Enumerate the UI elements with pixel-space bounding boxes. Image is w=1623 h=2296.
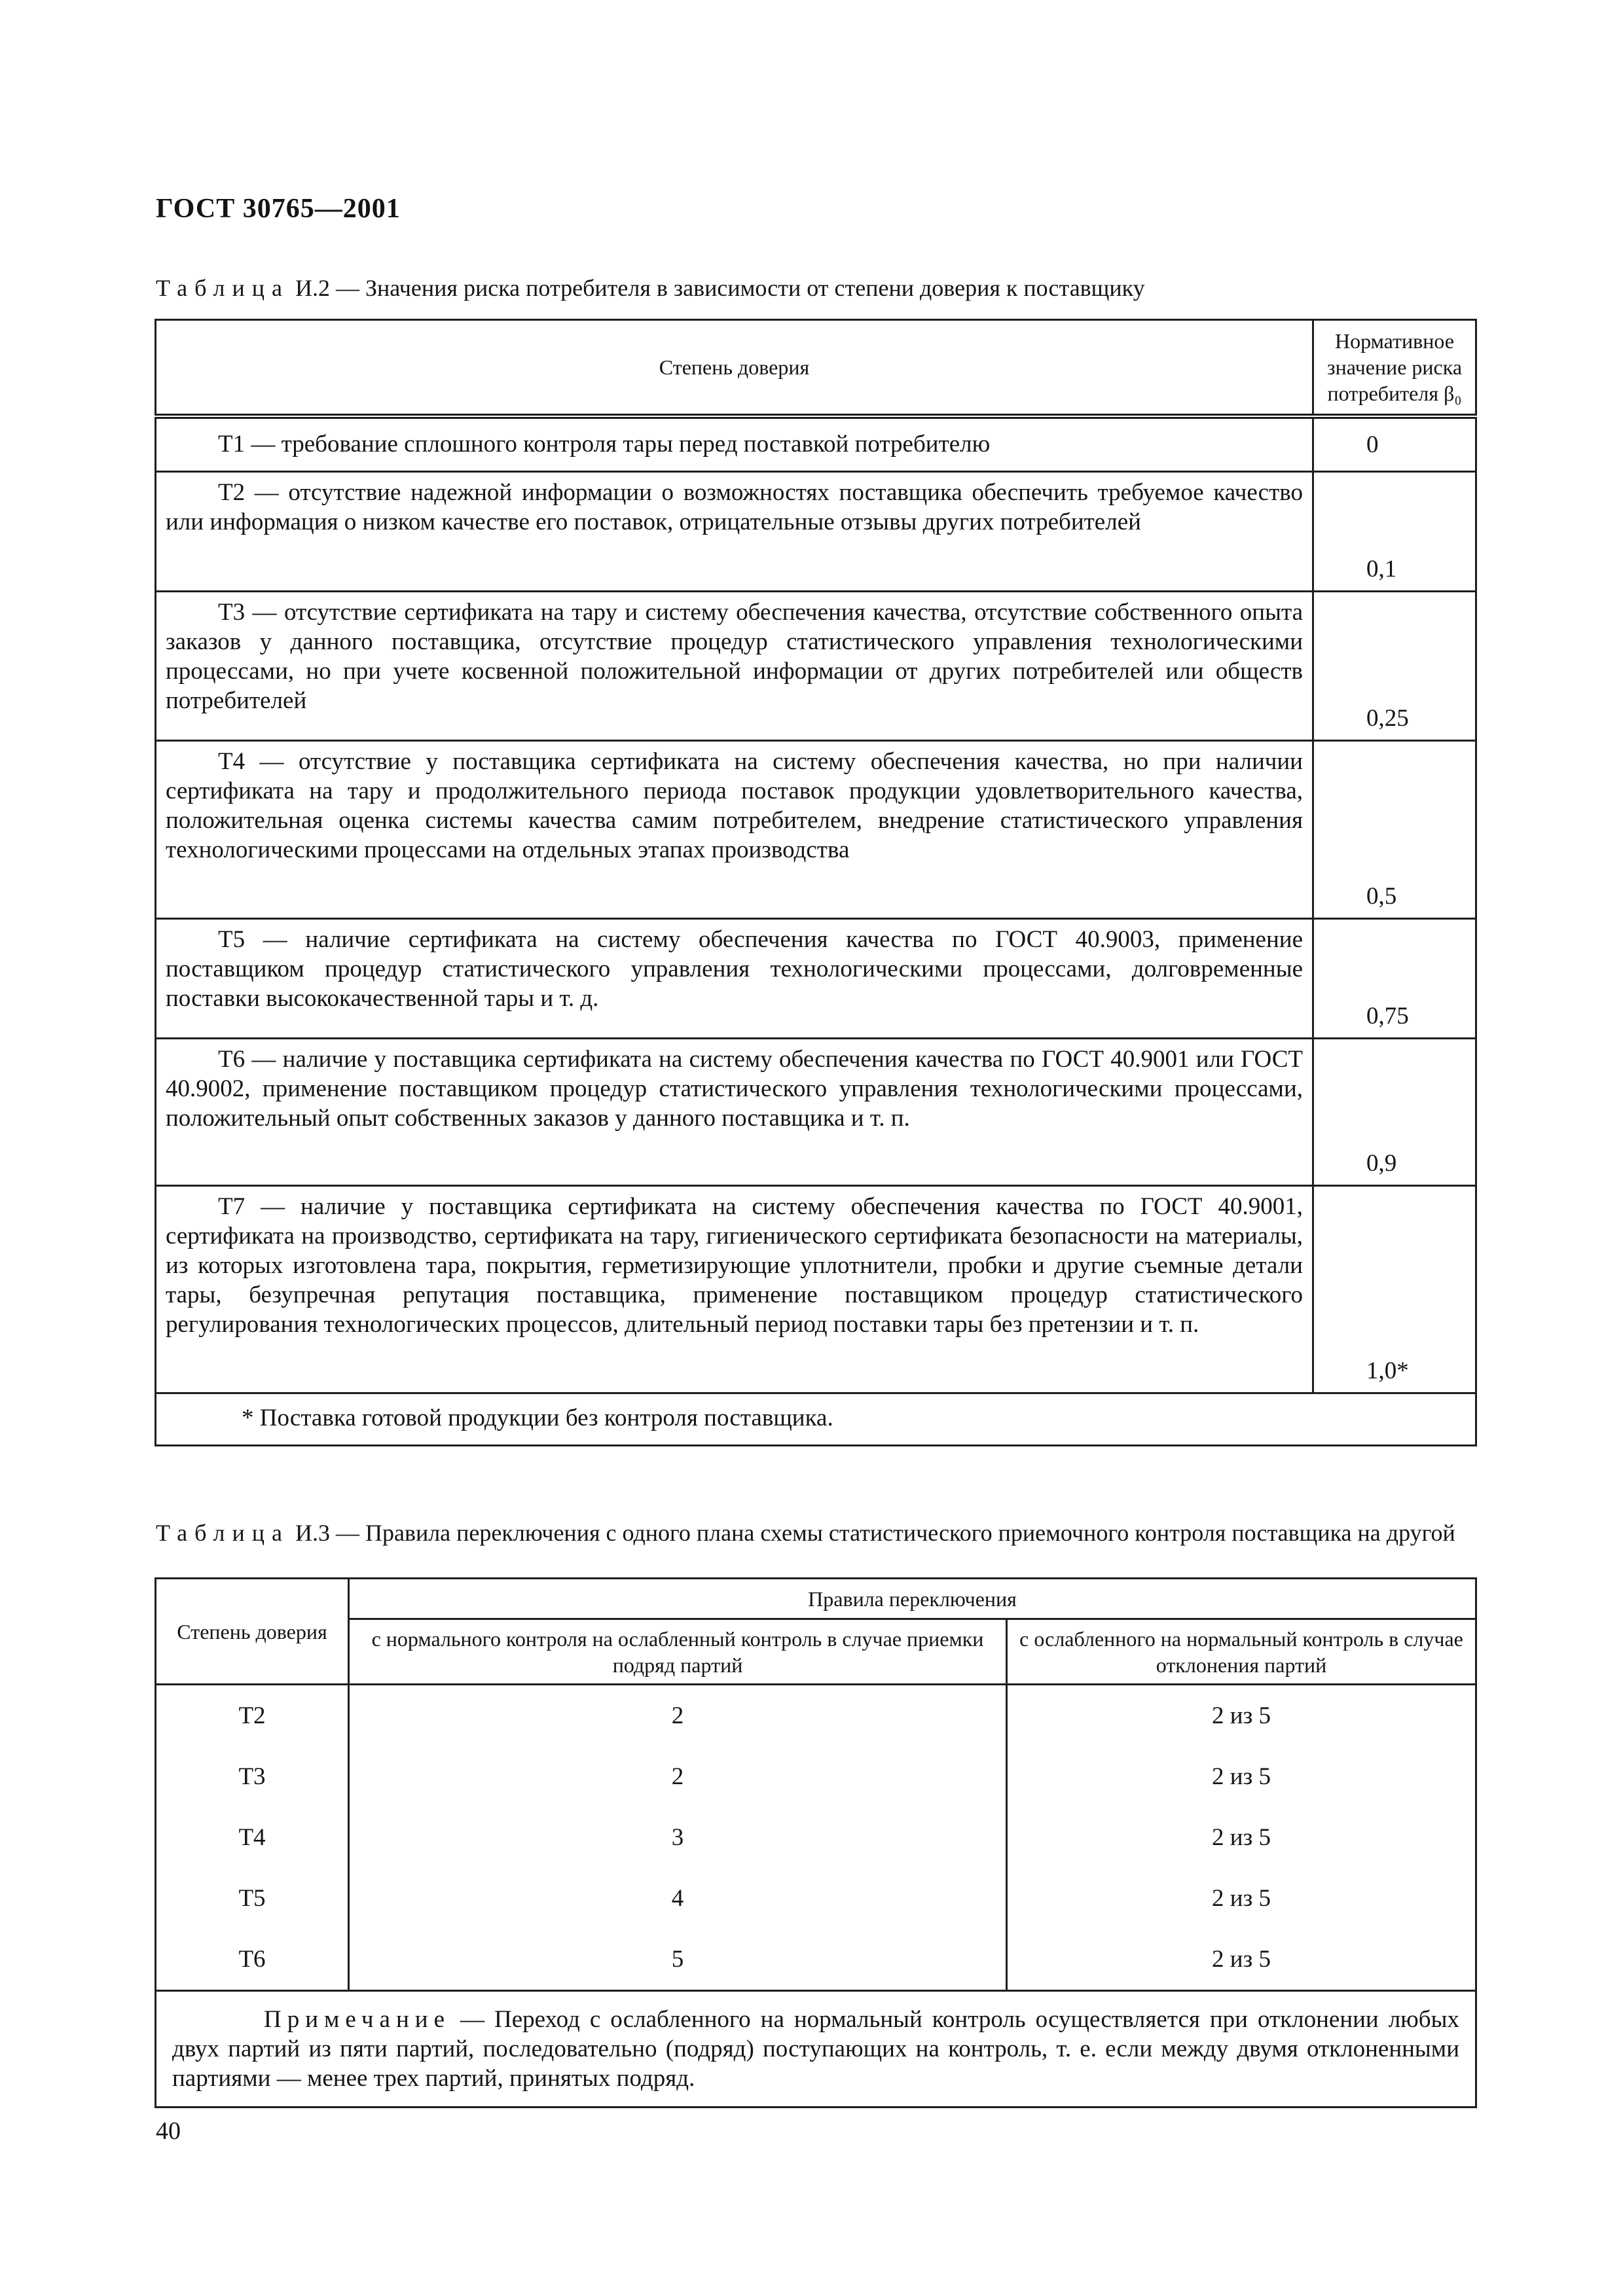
table-row bbox=[156, 1868, 1476, 1929]
table-footnote: * Поставка готовой продукции без контроля поставщика. bbox=[156, 1393, 1476, 1445]
row-value: 0,9 bbox=[1313, 1038, 1476, 1185]
column-header-to-reduced: с нормального контроля на ослабленный контроль в случае приемки подряд партий bbox=[349, 1619, 1007, 1685]
document-title: ГОСТ 30765—2001 bbox=[156, 194, 401, 224]
note-text: — Переход с ослабленного на нормальный контроль осуществляется при отклонении любых двух партий из пяти партий, последовательно (подряд) поступающих на контроль, т. е. если между двумя отклоненными партиями — менее трех партий, принятых подряд. bbox=[172, 2006, 1459, 2092]
table-i2 bbox=[155, 319, 1477, 1446]
table-note bbox=[156, 1991, 1476, 2108]
row-value: 0 bbox=[1313, 416, 1476, 471]
table-row bbox=[156, 1807, 1476, 1868]
row-text: Т6 — наличие у поставщика сертификата на систему обеспечения качества по ГОСТ 40.9001 или ГОСТ 40.9002, применение поставщиком процедур статистического управления технологическими процессами, положительный опыт собственных заказов у данного поставщика и т. п. bbox=[156, 1038, 1313, 1185]
table-row bbox=[156, 1038, 1476, 1185]
to-normal-cell: 2 из 5 bbox=[1007, 1929, 1476, 1991]
table-i3-caption bbox=[156, 1518, 1478, 1547]
table-i2-caption bbox=[156, 274, 1145, 302]
table-header-row bbox=[156, 1579, 1476, 1619]
degree-cell: Т5 bbox=[156, 1868, 349, 1929]
column-header-rules: Правила переключения bbox=[349, 1579, 1476, 1619]
table-footnote-row bbox=[156, 1393, 1476, 1445]
row-text: Т5 — наличие сертификата на систему обеспечения качества по ГОСТ 40.9003, применение поставщиком процедур статистического управления технологическими процессами, долговременные поставки высококачественной тары и т. д. bbox=[156, 918, 1313, 1038]
note-label: Примечание bbox=[264, 2006, 450, 2033]
table-row bbox=[156, 591, 1476, 740]
degree-cell: Т2 bbox=[156, 1685, 349, 1747]
table-row bbox=[156, 918, 1476, 1038]
to-reduced-cell: 3 bbox=[349, 1807, 1007, 1868]
column-header-degree: Степень доверия bbox=[156, 320, 1313, 417]
to-reduced-cell: 2 bbox=[349, 1685, 1007, 1747]
caption-text: И.2 — Значения риска потребителя в зависимости от степени доверия к поставщику bbox=[289, 275, 1145, 301]
table-row bbox=[156, 1746, 1476, 1807]
degree-cell: Т4 bbox=[156, 1807, 349, 1868]
to-reduced-cell: 5 bbox=[349, 1929, 1007, 1991]
table-row bbox=[156, 416, 1476, 471]
degree-cell: Т3 bbox=[156, 1746, 349, 1807]
to-normal-cell: 2 из 5 bbox=[1007, 1685, 1476, 1747]
row-text: Т3 — отсутствие сертификата на тару и систему обеспечения качества, отсутствие собственного опыта заказов у данного поставщика, отсутствие процедур статистического управления технологическими процессами, но при учете косвенной положительной информации от других потребителей или обществ потребителей bbox=[156, 591, 1313, 740]
to-normal-cell: 2 из 5 bbox=[1007, 1868, 1476, 1929]
row-value: 0,5 bbox=[1313, 740, 1476, 918]
row-text: Т7 — наличие у поставщика сертификата на систему обеспечения качества по ГОСТ 40.9001, сертификата на производство, сертификата на тару, гигиенического сертификата безопасности на материалы, из которых изготовлена тара, покрытия, герметизирующие уплотнители, пробки и другие съемные детали тары, безупречная репутация поставщика, применение поставщиком процедур статистического регулирования технологических процессов, длительный период поставки тары без претензии и т. п. bbox=[156, 1185, 1313, 1393]
table-note-row bbox=[156, 1991, 1476, 2108]
row-value: 1,0* bbox=[1313, 1185, 1476, 1393]
column-header-degree: Степень доверия bbox=[156, 1579, 349, 1685]
caption-label: Таблица bbox=[156, 1520, 289, 1546]
page-number: 40 bbox=[156, 2117, 181, 2145]
to-reduced-cell: 4 bbox=[349, 1868, 1007, 1929]
row-value: 0,1 bbox=[1313, 471, 1476, 591]
row-text: Т4 — отсутствие у поставщика сертификата на систему обеспечения качества, но при наличии сертификата на тару и продолжительного периода поставок продукции удовлетворительного качества, положительная оценка системы качества самим потребителем, внедрение статистического управления технологическими процессами на отдельных этапах производства bbox=[156, 740, 1313, 918]
column-header-to-normal: с ослабленного на нормальный контроль в случае отклонения партий bbox=[1007, 1619, 1476, 1685]
to-reduced-cell: 2 bbox=[349, 1746, 1007, 1807]
row-text: Т1 — требование сплошного контроля тары перед поставкой потребителю bbox=[156, 416, 1313, 471]
table-row bbox=[156, 471, 1476, 591]
table-header-row bbox=[156, 320, 1476, 417]
column-header-risk: Нормативное значение риска потребителя β₀ bbox=[1313, 320, 1476, 417]
row-value: 0,25 bbox=[1313, 591, 1476, 740]
to-normal-cell: 2 из 5 bbox=[1007, 1807, 1476, 1868]
table-row bbox=[156, 1185, 1476, 1393]
table-header-row bbox=[156, 1619, 1476, 1685]
caption-text: И.3 — Правила переключения с одного плана схемы статистического приемочного контроля поставщика на другой bbox=[289, 1520, 1455, 1546]
row-text: Т2 — отсутствие надежной информации о возможностях поставщика обеспечить требуемое качество или информация о низком качестве его поставок, отрицательные отзывы других потребителей bbox=[156, 471, 1313, 591]
table-row bbox=[156, 1929, 1476, 1991]
caption-label: Таблица bbox=[156, 275, 289, 301]
row-value: 0,75 bbox=[1313, 918, 1476, 1038]
to-normal-cell: 2 из 5 bbox=[1007, 1746, 1476, 1807]
table-row bbox=[156, 740, 1476, 918]
table-i3 bbox=[155, 1577, 1477, 2108]
table-row bbox=[156, 1685, 1476, 1747]
degree-cell: Т6 bbox=[156, 1929, 349, 1991]
